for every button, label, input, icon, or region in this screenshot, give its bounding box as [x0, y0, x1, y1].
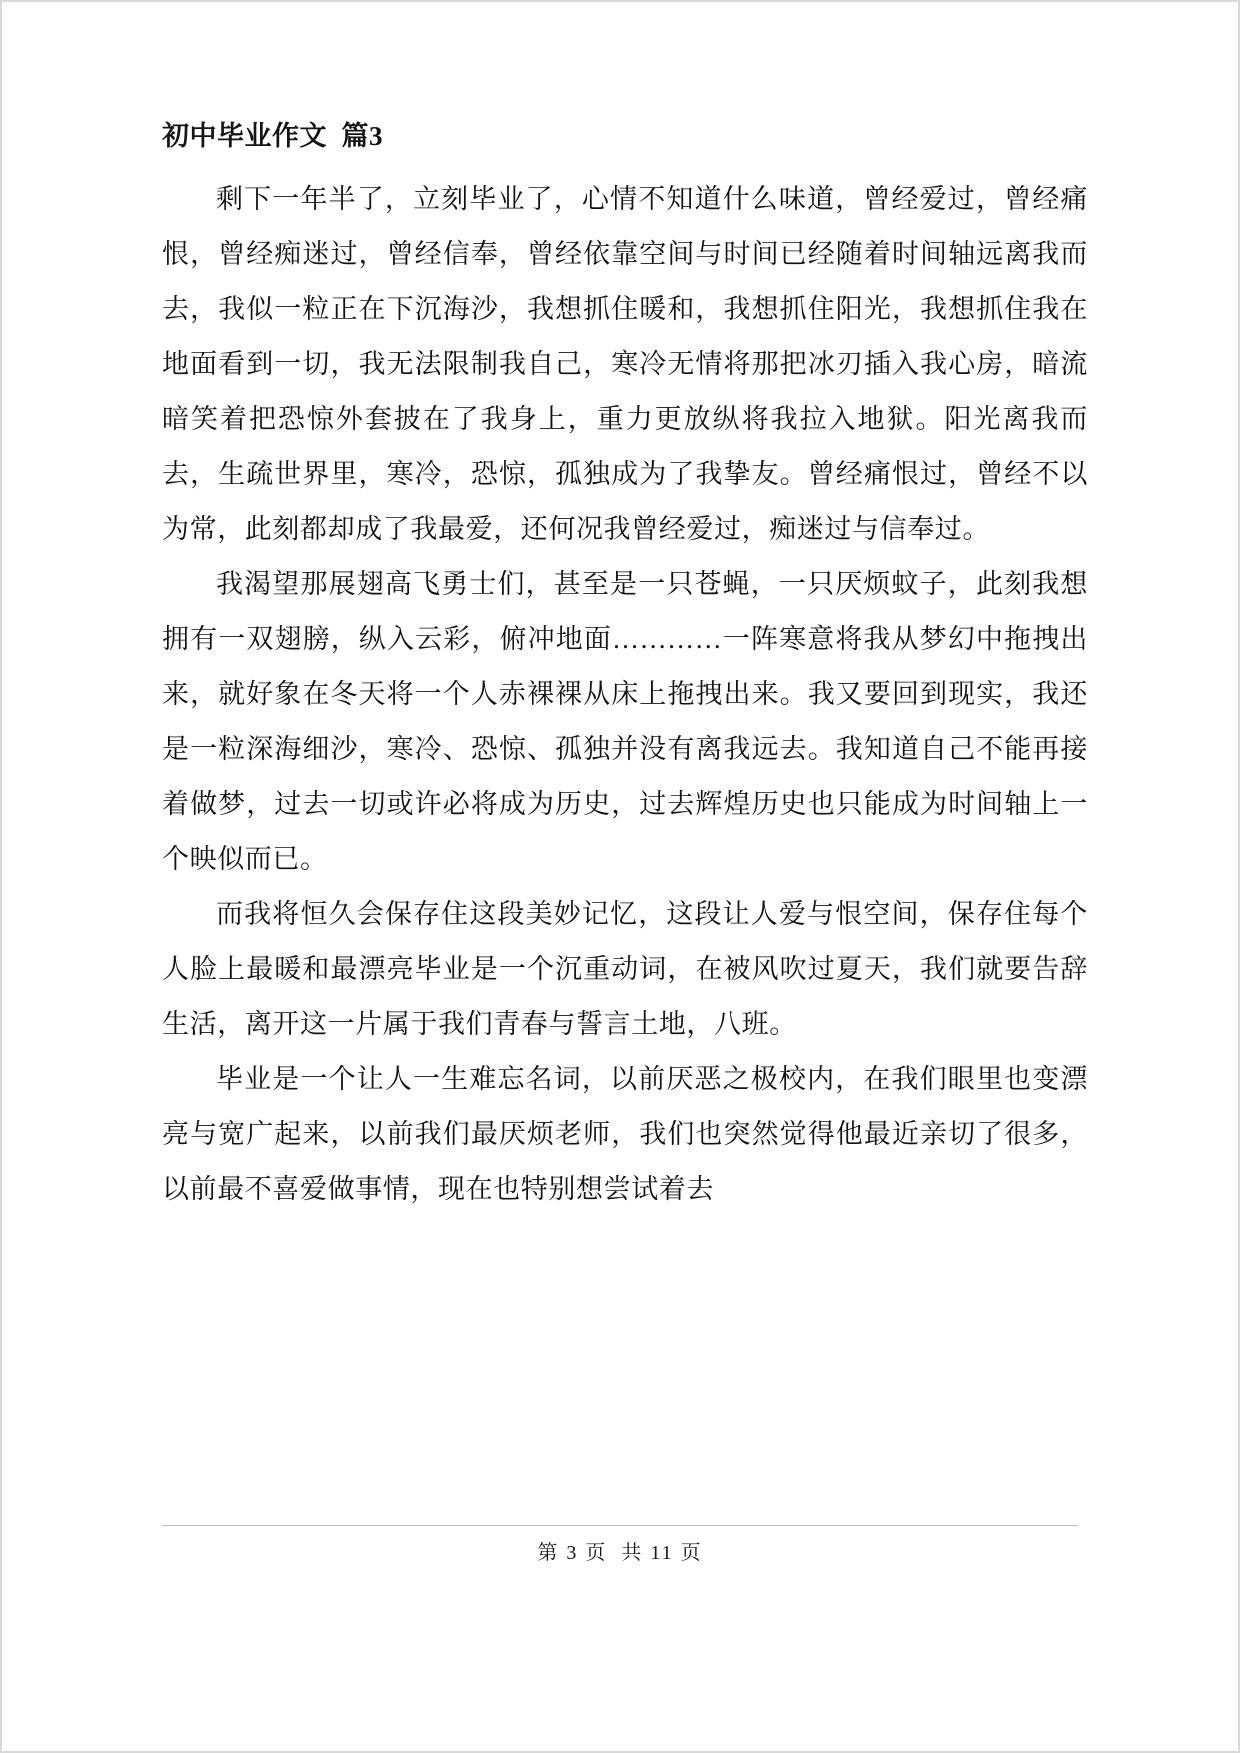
- page-content: [2, 2, 1238, 1751]
- footer-divider: [162, 1525, 1078, 1526]
- paragraph-1: 剩下一年半了，立刻毕业了，心情不知道什么味道，曾经爱过，曾经痛恨，曾经痴迷过，曾经信奉，曾经依靠空间与时间已经随着时间轴远离我而去，我似一粒正在下沉海沙，我想抓住暖和，我想抓住阳光，我想抓住我在地面看到一切，我无法限制我自己，寒冷无情将那把冰刃插入我心房，暗流暗笑着把恐惊外套披在了我身上，重力更放纵将我拉入地狱。阳光离我而去，生疏世界里，寒冷，恐惊，孤独成为了我挚友。曾经痛恨过，曾经不以为常，此刻都却成了我最爱，还何况我曾经爱过，痴迷过与信奉过。: [162, 184, 1088, 545]
- paragraph-4: 毕业是一个让人一生难忘名词，以前厌恶之极校内，在我们眼里也变漂亮与宽广起来，以前我们最厌烦老师，我们也突然觉得他最近亲切了很多，以前最不喜爱做事情，现在也特别想尝试着去: [162, 1064, 1088, 1205]
- page-title: 初中毕业作文 篇3: [162, 121, 383, 151]
- paragraph-2: 我渴望那展翅高飞勇士们，甚至是一只苍蝇，一只厌烦蚊子，此刻我想拥有一双翅膀，纵入云彩，俯冲地面…………一阵寒意将我从梦幻中拖拽出来，就好象在冬天将一个人赤裸裸从床上拖拽出来。我又要回到现实，我还是一粒深海细沙，寒冷、恐惊、孤独并没有离我远去。我知道自己不能再接着做梦，过去一切或许必将成为历史，过去辉煌历史也只能成为时间轴上一个映似而已。: [162, 569, 1088, 875]
- page-number: 第 3 页 共 11 页: [537, 1542, 703, 1564]
- paragraph-3: 而我将恒久会保存住这段美妙记忆，这段让人爱与恨空间，保存住每个人脸上最暖和最漂亮毕业是一个沉重动词，在被风吹过夏天，我们就要告辞生活，离开这一片属于我们青春与誓言土地，八班。: [162, 899, 1088, 1040]
- page-footer: [162, 1525, 1078, 1565]
